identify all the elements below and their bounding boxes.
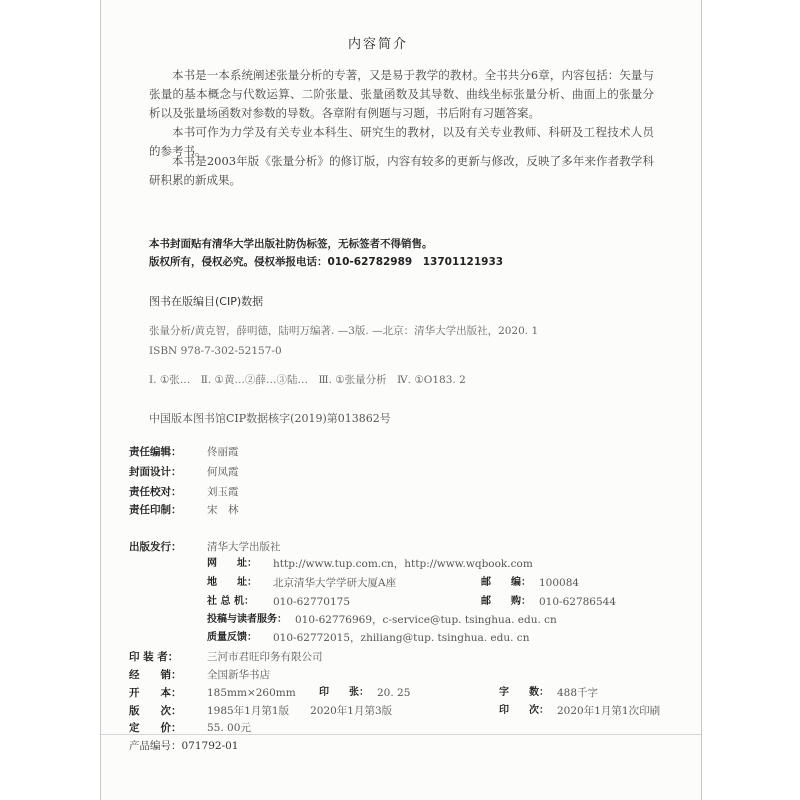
editor-label: 责任编辑： [129,446,182,458]
book-copyright-page [100,0,702,800]
mail-order-label: 邮 购： [481,596,531,607]
page-title: 内容简介 [348,37,409,52]
quality-feedback-label: 质量反馈： [207,632,257,643]
cover-designer-label: 封面设计： [129,466,182,478]
website-value: http://www.tup.com.cn，http://www.wqbook.com [273,558,533,570]
distributor-value: 全国新华书店 [207,669,270,681]
zip-value: 100084 [539,577,580,589]
cip-isbn: ISBN 978-7-302-52157-0 [149,345,282,357]
address-value: 北京清华大学学研大厦A座 [273,577,397,589]
price-value: 55. 00元 [207,722,251,734]
reader-service-label: 投稿与读者服务： [207,614,287,625]
sheets-value: 20. 25 [377,687,411,699]
cip-classification: Ⅰ. ①张… Ⅱ. ①黄…②薛…③陆… Ⅲ. ①张量分析 Ⅳ. ①O183. 2 [149,374,466,386]
price-label: 定 价： [129,722,182,734]
website-label: 网 址： [207,558,257,569]
cip-entry: 张量分析/黄克智，薛明德，陆明万编著. —3版. —北京：清华大学出版社，2020. 1 [149,325,539,337]
address-label: 地 址： [207,577,257,588]
copyright-notice: 版权所有，侵权必究。侵权举报电话：010-62782989 13701121933 [149,256,504,268]
mail-order-value: 010-62786544 [539,596,617,608]
intro-paragraph-1: 本书是一本系统阐述张量分析的专著，又是易于教学的教材。全书共分6章，内容包括：矢量与张量的基本概念与代数运算、二阶张量、张量函数及其导数、曲线坐标张量分析、曲面上的张量分析以及张量场函数对参数的导数。各章附有例题与习题，书后附有习题答案。 [149,68,654,120]
sheets-label: 印 张： [319,687,369,698]
quality-feedback-value: 010-62772015，zhiliang@tup. tsinghua. edu. cn [273,632,530,644]
proofreader-label: 责任校对： [129,486,182,498]
printer-value: 三河市君旺印务有限公司 [207,651,323,663]
printer-label: 印 装 者： [129,651,179,663]
edition-value: 1985年1月第1版 2020年1月第3版 [207,705,393,717]
product-code: 产品编号：071792-01 [129,740,239,752]
intro-paragraph-3: 本书是2003年版《张量分析》的修订版，内容有较多的更新与修改，反映了多年来作者教学科研积累的新成果。 [149,154,654,187]
publisher-label: 出版发行： [129,541,182,553]
cip-record-number: 中国版本图书馆CIP数据核字(2019)第013862号 [149,412,391,425]
cip-title: 图书在版编目(CIP)数据 [149,295,264,308]
switchboard-label: 社 总 机： [207,596,254,607]
print-supervisor-value: 宋 林 [207,504,239,516]
zip-label: 邮 编： [481,577,531,588]
word-count-label: 字 数： [499,687,549,698]
switchboard-value: 010-62770175 [273,596,351,608]
cover-designer-value: 何凤霞 [207,466,239,478]
intro-paragraph-2: 本书可作为力学及有关专业本科生、研究生的教材，以及有关专业教师、科研及工程技术人员的参考书。 [149,125,654,158]
printing-value: 2020年1月第1次印刷 [557,705,661,717]
format-value: 185mm×260mm [207,687,296,699]
distributor-label: 经 销： [129,669,182,681]
word-count-value: 488千字 [557,687,599,699]
bottom-divider [101,734,701,735]
anti-counterfeit-notice: 本书封面贴有清华大学出版社防伪标签，无标签者不得销售。 [149,238,433,250]
print-supervisor-label: 责任印制： [129,504,182,516]
reader-service-value: 010-62776969，c-service@tup. tsinghua. edu. cn [295,614,557,626]
format-label: 开 本： [129,687,182,699]
edition-label: 版 次： [129,705,182,717]
printing-label: 印 次： [499,705,549,716]
proofreader-value: 刘玉霞 [207,486,239,498]
editor-value: 佟丽霞 [207,446,239,458]
publisher-name: 清华大学出版社 [207,541,281,553]
